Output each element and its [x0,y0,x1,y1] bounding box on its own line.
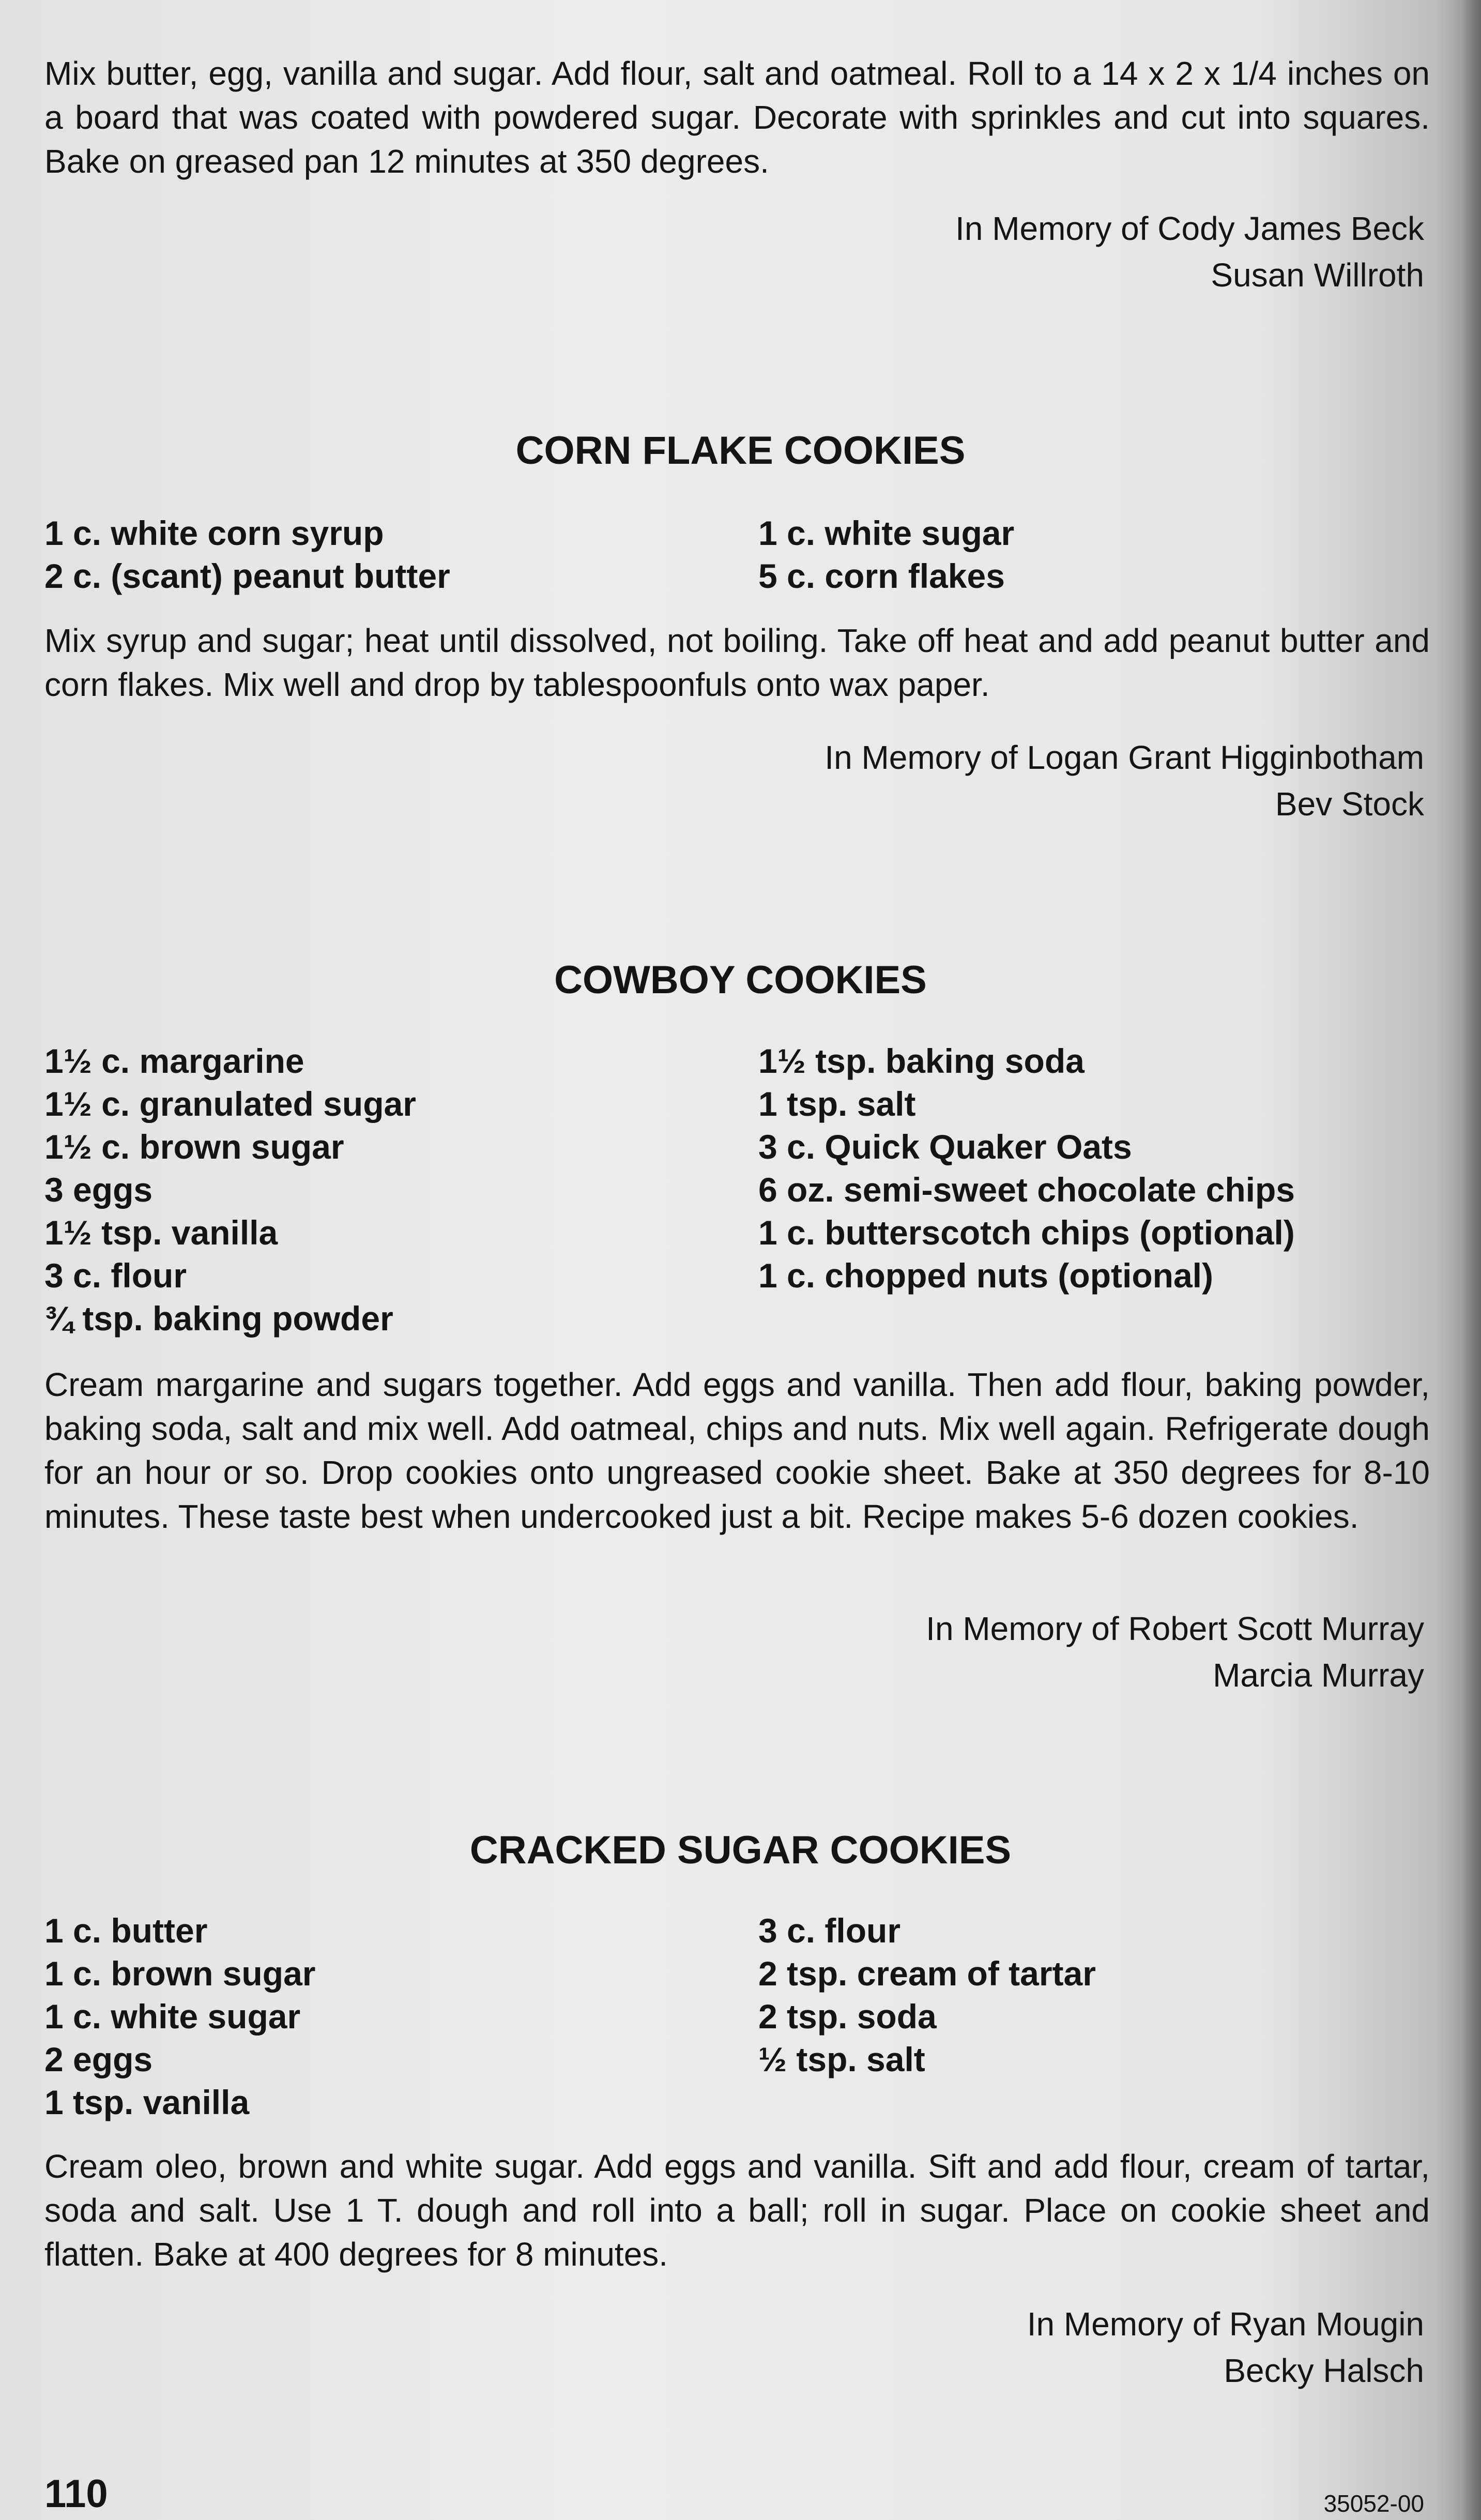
ingredient-line: 1½ tsp. vanilla [44,1213,278,1252]
cracked-sugar-credit [1027,2301,1424,2394]
ingredient-line: 2 tsp. soda [758,1997,937,2036]
cracked-sugar-ingredients-left [44,1909,315,2124]
ingredient-line: 1½ c. margarine [44,1042,304,1080]
corn-flake-credit [825,734,1424,827]
ingredient-line: 1½ c. granulated sugar [44,1085,416,1123]
cracked-sugar-memory: In Memory of Ryan Mougin [1027,2305,1424,2343]
cowboy-credit [926,1605,1424,1698]
intro-memory: In Memory of Cody James Beck [955,210,1424,247]
cracked-sugar-directions: Cream oleo, brown and white sugar. Add eggs and vanilla. Sift and add flour, cream of tartar, soda and salt. Use 1 T. dough and roll into a ball; roll in sugar. Place on cookie sheet and flatten. Bake at 400 degrees for 8 minutes. [44,2148,1430,2273]
ingredient-line: 2 c. (scant) peanut butter [44,557,450,595]
catalog-code: 35052-00 [1323,2490,1424,2517]
intro-credit [955,205,1424,298]
ingredient-line: 1 tsp. salt [758,1085,916,1123]
cowboy-title: COWBOY COOKIES [554,958,927,1002]
corn-flake-contributor: Bev Stock [1275,785,1424,823]
ingredient-line: 1 c. butter [44,1911,208,1950]
intro-directions: Mix butter, egg, vanilla and sugar. Add flour, salt and oatmeal. Roll to a 14 x 2 x 1/4 inches on a board that was coated with powdered sugar. Decorate with sprinkles and cut into squares. Bake on greased pan 12 minutes at 350 degrees. [44,55,1430,180]
cowboy-ingredients-right [758,1040,1295,1297]
page-number: 110 [44,2472,108,2516]
ingredient-line: 1 c. butterscotch chips (optional) [758,1213,1295,1252]
cowboy-ingredients-left [44,1040,416,1340]
ingredient-line: 2 eggs [44,2040,153,2078]
cracked-sugar-contributor: Becky Halsch [1224,2352,1424,2389]
ingredient-line: 3 c. flour [758,1911,901,1950]
ingredient-line: 1 c. white sugar [44,1997,301,2036]
ingredient-line: ½ tsp. salt [758,2040,925,2078]
ingredient-line: 3 c. flour [44,1256,187,1295]
corn-flake-ingredients-right [758,512,1014,598]
ingredient-line: ¾ tsp. baking powder [44,1299,393,1338]
ingredient-line: 1 c. chopped nuts (optional) [758,1256,1213,1295]
corn-flake-directions: Mix syrup and sugar; heat until dissolved, not boiling. Take off heat and add peanut butter and corn flakes. Mix well and drop by tablespoonfuls onto wax paper. [44,622,1430,703]
cracked-sugar-ingredients-right [758,1909,1096,2081]
ingredient-line: 1½ c. brown sugar [44,1128,344,1166]
ingredient-line: 5 c. corn flakes [758,557,1005,595]
corn-flake-memory: In Memory of Logan Grant Higginbotham [825,739,1424,776]
ingredient-line: 1 c. white sugar [758,514,1015,552]
corn-flake-ingredients-left [44,512,450,598]
page-edge-shadow [1460,0,1481,2520]
ingredient-line: 3 eggs [44,1171,153,1209]
cracked-sugar-title: CRACKED SUGAR COOKIES [469,1828,1012,1872]
ingredient-line: 1 c. brown sugar [44,1954,316,1993]
ingredient-line: 1½ tsp. baking soda [758,1042,1085,1080]
ingredient-line: 2 tsp. cream of tartar [758,1954,1096,1993]
intro-contributor: Susan Willroth [1211,256,1424,294]
cowboy-directions: Cream margarine and sugars together. Add eggs and vanilla. Then add flour, baking powder, baking soda, salt and mix well. Add oatmeal, chips and nuts. Mix well again. Refrigerate dough for an hour or so. Drop cookies onto ungreased cookie sheet. Bake at 350 degrees for 8-10 minutes. These taste best when undercooked just a bit. Recipe makes 5-6 dozen cookies. [44,1366,1430,1535]
ingredient-line: 3 c. Quick Quaker Oats [758,1128,1132,1166]
ingredient-line: 1 tsp. vanilla [44,2083,250,2121]
ingredient-line: 6 oz. semi-sweet chocolate chips [758,1171,1295,1209]
cowboy-memory: In Memory of Robert Scott Murray [926,1610,1424,1647]
ingredient-line: 1 c. white corn syrup [44,514,384,552]
corn-flake-title: CORN FLAKE COOKIES [515,429,966,473]
cowboy-contributor: Marcia Murray [1213,1657,1424,1694]
